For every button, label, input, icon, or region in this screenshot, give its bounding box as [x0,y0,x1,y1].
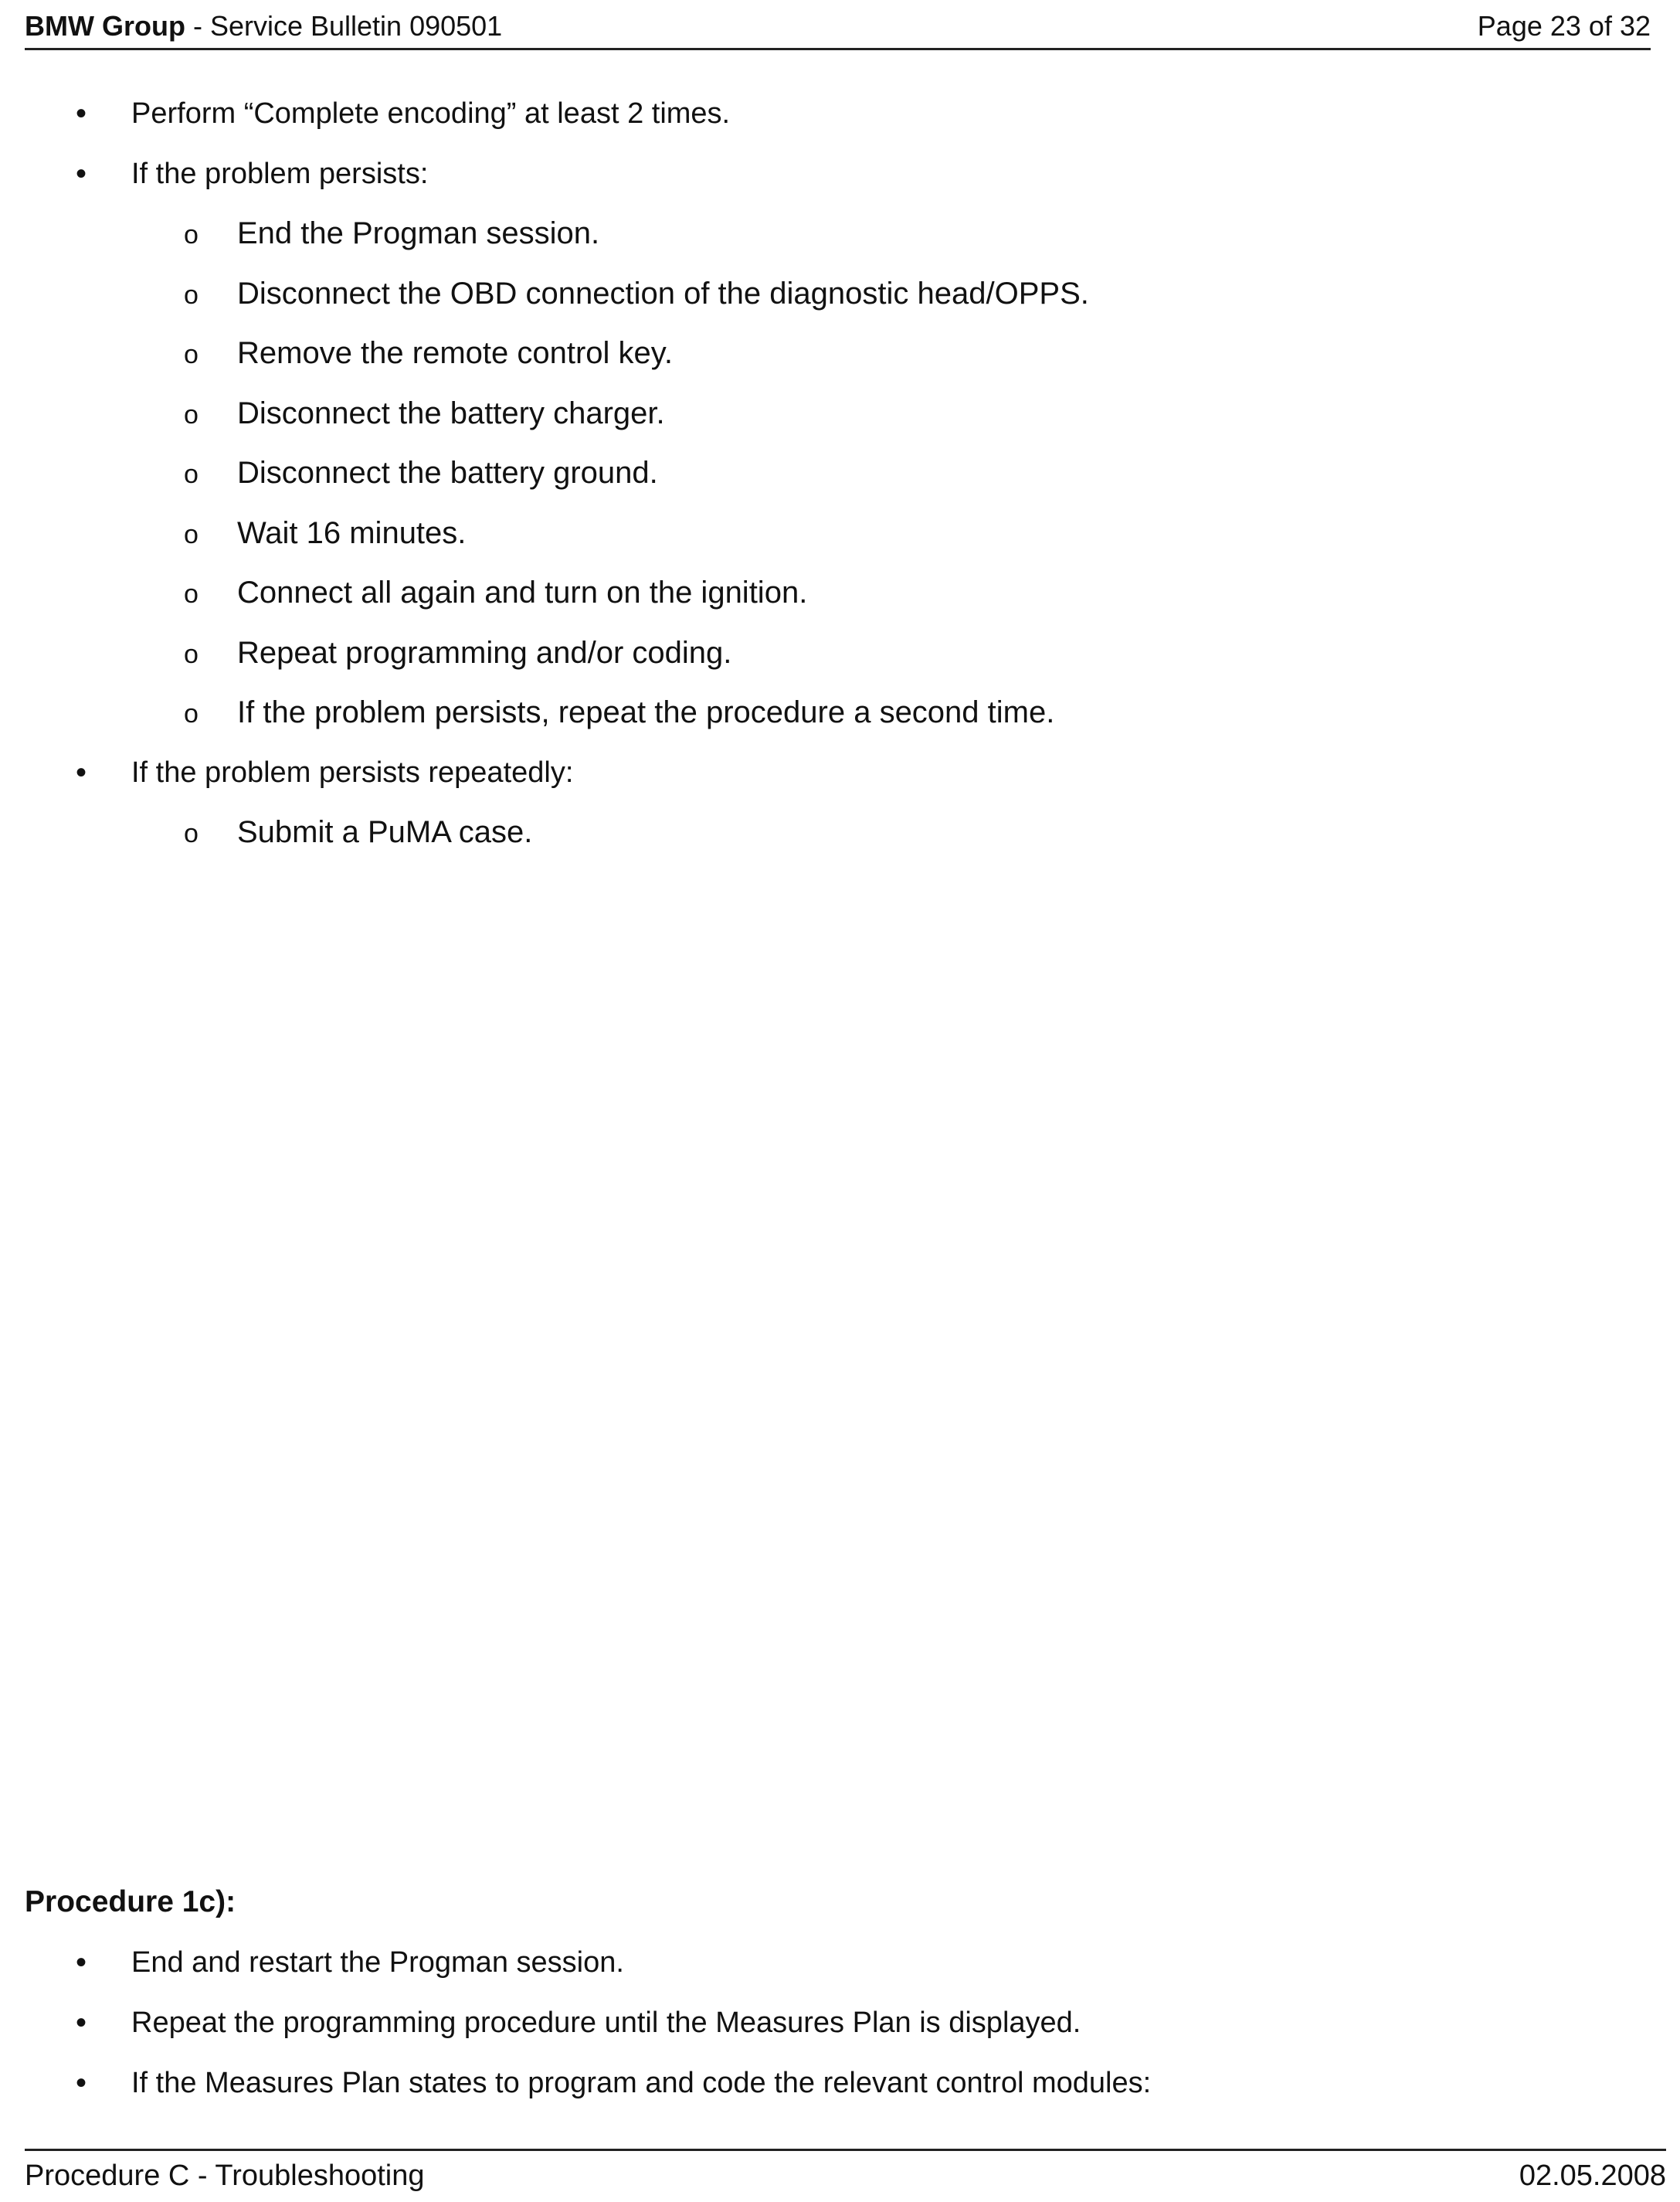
item-text: End and restart the Progman session. [131,1946,624,1979]
item-text: Wait 16 minutes. [237,515,467,550]
bullet-marker: • [76,2066,87,2100]
item-text: Perform “Complete encoding” at least 2 times. [131,97,731,130]
item-text: Disconnect the OBD connection of the diagnostic head/OPPS. [237,276,1089,311]
item-text: Disconnect the battery ground. [237,456,658,490]
bullet-marker: • [76,2006,87,2040]
item-text: Repeat the programming procedure until the Measures Plan is displayed. [131,2007,1081,2039]
bullet-marker: • [76,1945,87,1979]
sub-bullet-marker: o [184,579,199,609]
footer-date: 02.05.2008 [1519,2160,1666,2192]
item-text: If the problem persists, repeat the procedure a second time. [237,695,1055,729]
sub-bullet-marker: o [184,220,199,250]
page-footer [25,2149,1666,2197]
header-page-number: Page 23 of 32 [1477,10,1651,42]
item-text: End the Progman session. [237,216,600,250]
item-text: Remove the remote control key. [237,336,673,370]
sub-bullet-marker: o [184,280,199,310]
sub-bullet-marker: o [184,519,199,549]
bullet-marker: • [76,156,87,191]
page-header [25,6,1651,50]
item-text: If the problem persists: [131,157,429,190]
sub-bullet-marker: o [184,460,199,489]
sub-bullet-marker: o [184,639,199,669]
header-brand: BMW Group [25,10,185,42]
item-text: If the Measures Plan states to program and code the relevant control modules: [131,2067,1152,2099]
header-subtitle: - Service Bulletin 090501 [185,10,503,42]
item-text: Submit a PuMA case. [237,815,533,849]
item-text: If the problem persists repeatedly: [131,756,574,789]
procedure-title: Procedure 1c): [25,1885,236,1918]
item-text: Connect all again and turn on the ignition. [237,576,808,610]
sub-bullet-marker: o [184,819,199,848]
sub-bullet-marker: o [184,699,199,729]
bullet-marker: • [76,755,87,790]
sub-bullet-marker: o [184,399,199,430]
footer-section: Procedure C - Troubleshooting [25,2160,425,2192]
sub-bullet-marker: o [184,340,199,369]
item-text: Repeat programming and/or coding. [237,635,732,670]
header-title [25,6,502,46]
bullet-marker: • [76,97,87,131]
item-text: Disconnect the battery charger. [237,396,665,430]
